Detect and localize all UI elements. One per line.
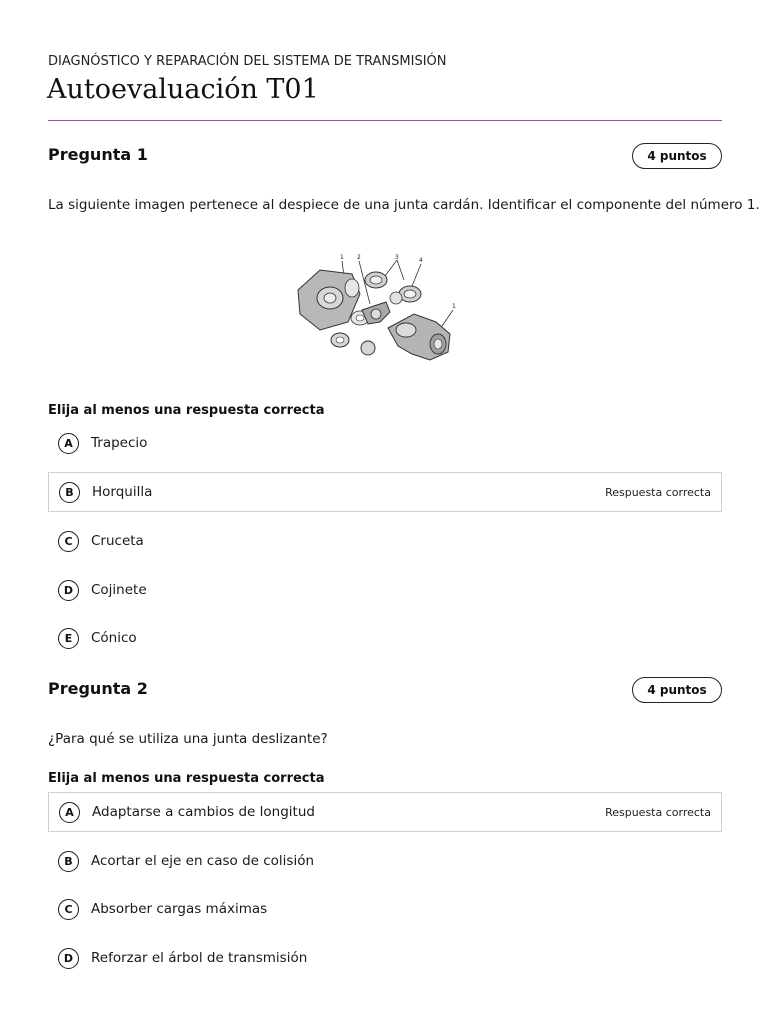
question-1-option-a[interactable] bbox=[48, 424, 722, 464]
option-letter-circle: C bbox=[58, 531, 79, 552]
option-label: Reforzar el árbol de transmisión bbox=[91, 950, 308, 966]
question-1-option-c[interactable] bbox=[48, 522, 722, 562]
option-label: Cruceta bbox=[91, 533, 144, 549]
option-letter-circle: E bbox=[58, 628, 79, 649]
question-1-header bbox=[48, 143, 722, 171]
option-letter-circle: D bbox=[58, 580, 79, 601]
right-yoke-part bbox=[388, 314, 450, 360]
option-label: Cónico bbox=[91, 630, 137, 646]
title-divider bbox=[48, 120, 722, 121]
question-1-option-e[interactable] bbox=[48, 619, 722, 659]
question-1-points-badge: 4 puntos bbox=[632, 143, 722, 169]
correct-answer-badge: Respuesta correcta bbox=[605, 806, 711, 819]
leader-line-3a bbox=[385, 260, 397, 276]
question-2-instruction: Elija al menos una respuesta correcta bbox=[48, 771, 325, 786]
option-label: Trapecio bbox=[91, 435, 148, 451]
figure-label-4: 4 bbox=[419, 257, 423, 264]
question-1-text: La siguiente imagen pertenece al despiece de una junta cardán. Identificar el componente del número 1. bbox=[48, 197, 760, 213]
option-label: Adaptarse a cambios de longitud bbox=[92, 804, 315, 820]
question-1-option-b[interactable] bbox=[48, 472, 722, 512]
page-title: Autoevaluación T01 bbox=[47, 74, 319, 105]
leader-line-1b bbox=[442, 310, 453, 326]
option-label: Absorber cargas máximas bbox=[91, 901, 268, 917]
question-1-instruction: Elija al menos una respuesta correcta bbox=[48, 403, 325, 418]
question-1-option-d[interactable] bbox=[48, 571, 722, 611]
question-2-points-badge: 4 puntos bbox=[632, 677, 722, 703]
figure-label-2: 2 bbox=[357, 254, 361, 261]
figure-label-1b: 1 bbox=[452, 303, 456, 310]
question-2-text: ¿Para qué se utiliza una junta deslizante? bbox=[48, 731, 328, 747]
figure-label-3: 3 bbox=[395, 254, 399, 261]
option-letter-circle: B bbox=[59, 482, 80, 503]
figure-label-1: 1 bbox=[340, 254, 344, 261]
question-2-option-d[interactable] bbox=[48, 939, 722, 979]
cross-part bbox=[362, 302, 390, 324]
option-label: Acortar el eje en caso de colisión bbox=[91, 853, 315, 869]
option-letter-circle: D bbox=[58, 948, 79, 969]
cardan-joint-exploded-figure bbox=[290, 252, 462, 364]
leader-line-4 bbox=[412, 264, 421, 286]
option-letter-circle: C bbox=[58, 899, 79, 920]
left-yoke-part bbox=[298, 270, 369, 330]
leader-line-3b bbox=[397, 260, 404, 280]
question-2-option-c[interactable] bbox=[48, 890, 722, 930]
question-2-option-a[interactable] bbox=[48, 792, 722, 832]
option-letter-circle: B bbox=[58, 851, 79, 872]
course-name: DIAGNÓSTICO Y REPARACIÓN DEL SISTEMA DE TRANSMISIÓN bbox=[48, 54, 447, 69]
question-2-title: Pregunta 2 bbox=[48, 679, 148, 698]
question-2-header bbox=[48, 677, 722, 705]
option-letter-circle: A bbox=[58, 433, 79, 454]
option-label: Cojinete bbox=[91, 582, 147, 598]
question-2-option-b[interactable] bbox=[48, 842, 722, 882]
question-1-title: Pregunta 1 bbox=[48, 145, 148, 164]
option-label: Horquilla bbox=[92, 484, 153, 500]
correct-answer-badge: Respuesta correcta bbox=[605, 486, 711, 499]
option-letter-circle: A bbox=[59, 802, 80, 823]
